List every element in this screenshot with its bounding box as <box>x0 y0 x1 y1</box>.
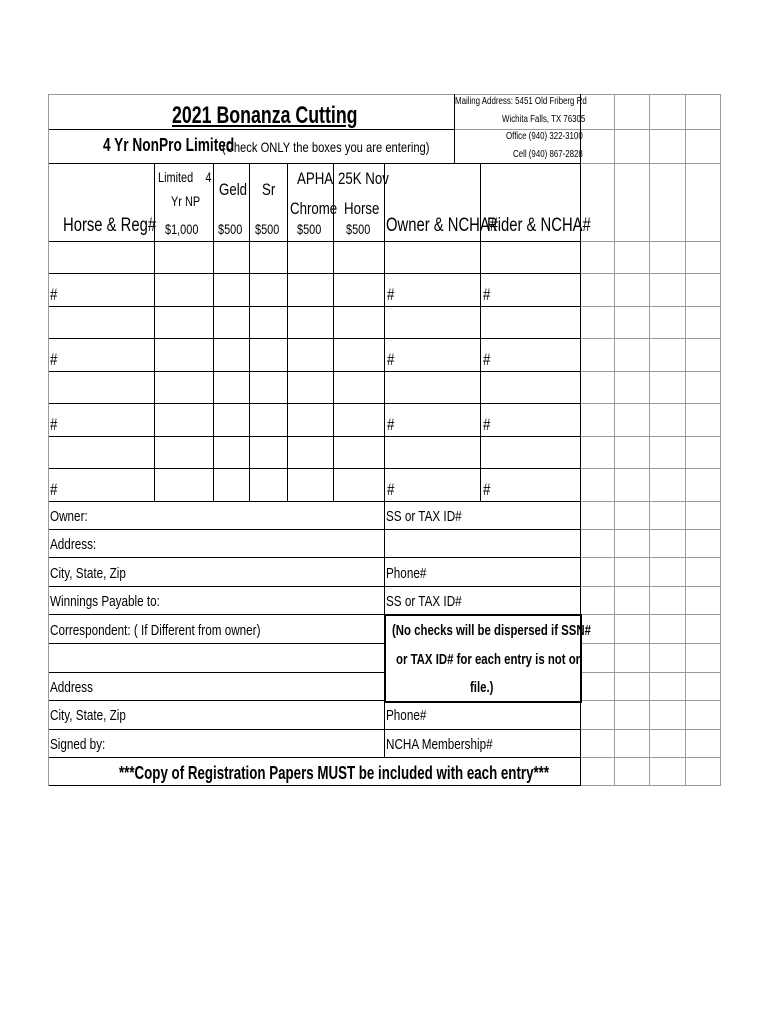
grid-line <box>48 468 580 469</box>
winnings-payable-label: Winnings Payable to: <box>50 593 160 610</box>
grid-line <box>48 403 580 404</box>
col-owner-ncha: Owner & NCHA# <box>386 215 499 236</box>
notice-line-3: file.) <box>470 679 494 696</box>
grid-line <box>580 403 720 404</box>
form-title: 2021 Bonanza Cutting <box>172 102 358 129</box>
owner-label: Owner: <box>50 508 88 525</box>
ss-tax-label-1: SS or TAX ID# <box>386 508 462 525</box>
col-geld: Geld <box>219 180 248 199</box>
phone-label-1: Phone# <box>386 565 427 582</box>
grid-line <box>48 163 580 164</box>
col-rider-ncha: Rider & NCHA# <box>487 215 591 236</box>
address-label: Address: <box>50 536 97 553</box>
entry-2-rider-marker: # <box>483 350 491 369</box>
grid-line <box>48 785 580 786</box>
grid-line <box>580 643 720 644</box>
grid-line <box>213 163 214 501</box>
col-limited-fee: $1,000 <box>165 221 199 237</box>
form-subtitle: 4 Yr NonPro Limited <box>103 135 235 155</box>
col-sr-fee: $500 <box>255 221 280 237</box>
col-nov-fee: $500 <box>346 221 371 237</box>
col-geld-fee: $500 <box>218 221 243 237</box>
grid-line <box>48 643 384 644</box>
entry-3-horse-marker: # <box>50 415 58 434</box>
signed-by-label: Signed by: <box>50 736 106 753</box>
city-state-zip-label-2: City, State, Zip <box>50 707 126 724</box>
grid-line <box>580 557 720 558</box>
col-apha-line2: Chrome <box>290 199 338 218</box>
grid-line <box>454 129 720 130</box>
col-limited-line2: Yr NP <box>171 193 201 209</box>
col-horse-reg: Horse & Reg# <box>63 215 157 236</box>
grid-line <box>720 94 721 786</box>
col-nov-line1: 25K Nov <box>338 169 389 188</box>
grid-line <box>48 529 580 530</box>
grid-line <box>48 94 49 786</box>
grid-line <box>154 163 155 501</box>
notice-line-2: or TAX ID# for each entry is not on <box>396 651 583 668</box>
registration-papers-note: ***Copy of Registration Papers MUST be included with each entry*** <box>119 763 550 783</box>
grid-line <box>580 757 720 758</box>
grid-line <box>580 785 720 786</box>
grid-line <box>48 436 580 437</box>
city-state-zip-label-1: City, State, Zip <box>50 565 126 582</box>
mailing-city: Wichita Falls, TX 76305 <box>502 114 586 125</box>
instruction-text: (Check ONLY the boxes you are entering) <box>222 139 430 155</box>
col-apha-fee: $500 <box>297 221 322 237</box>
grid-line <box>48 273 580 274</box>
grid-line <box>580 241 720 242</box>
grid-line <box>48 501 580 502</box>
grid-line <box>580 729 720 730</box>
grid-line <box>580 614 720 615</box>
entry-2-horse-marker: # <box>50 350 58 369</box>
entry-1-owner-marker: # <box>387 285 395 304</box>
grid-line <box>580 586 720 587</box>
notice-line-1: (No checks will be dispersed if SSN# <box>392 622 591 639</box>
grid-line <box>287 163 288 501</box>
col-sr: Sr <box>262 180 276 199</box>
grid-line <box>580 529 720 530</box>
grid-line <box>649 94 650 786</box>
entry-4-owner-marker: # <box>387 480 395 499</box>
grid-line <box>580 468 720 469</box>
grid-line <box>580 672 720 673</box>
grid-line <box>48 557 580 558</box>
grid-line <box>580 338 720 339</box>
entry-1-rider-marker: # <box>483 285 491 304</box>
grid-line <box>580 273 720 274</box>
entry-2-owner-marker: # <box>387 350 395 369</box>
grid-line <box>48 672 384 673</box>
grid-line <box>580 371 720 372</box>
phone-label-2: Phone# <box>386 707 427 724</box>
entry-1-horse-marker: # <box>50 285 58 304</box>
grid-line <box>48 338 580 339</box>
grid-line <box>580 700 720 701</box>
grid-line <box>48 371 580 372</box>
grid-line <box>580 501 720 502</box>
entry-3-rider-marker: # <box>483 415 491 434</box>
col-nov-line2: Horse <box>344 199 380 218</box>
grid-line <box>48 586 580 587</box>
grid-line <box>580 436 720 437</box>
ss-tax-label-2: SS or TAX ID# <box>386 593 462 610</box>
office-phone: Office (940) 322-3100 <box>506 131 583 142</box>
grid-line <box>580 306 720 307</box>
cell-phone: Cell (940) 867-2828 <box>513 149 583 160</box>
grid-line <box>249 163 250 501</box>
entry-3-owner-marker: # <box>387 415 395 434</box>
address-label-2: Address <box>50 679 93 696</box>
grid-line <box>48 306 580 307</box>
entry-4-horse-marker: # <box>50 480 58 499</box>
mailing-address: Mailing Address: 5451 Old Friberg Rd <box>455 96 587 107</box>
grid-line <box>685 94 686 786</box>
grid-line <box>614 94 615 786</box>
grid-line <box>48 241 580 242</box>
entry-4-rider-marker: # <box>483 480 491 499</box>
grid-line <box>480 163 481 501</box>
grid-line <box>48 729 580 730</box>
correspondent-label: Correspondent: ( If Different from owner) <box>50 622 261 639</box>
grid-line <box>48 94 720 95</box>
col-apha-line1: APHA <box>297 169 334 188</box>
col-limited-line1: Limited 4 <box>158 169 212 185</box>
grid-line <box>580 163 720 164</box>
ncha-membership-label: NCHA Membership# <box>386 736 493 753</box>
grid-line <box>48 757 580 758</box>
